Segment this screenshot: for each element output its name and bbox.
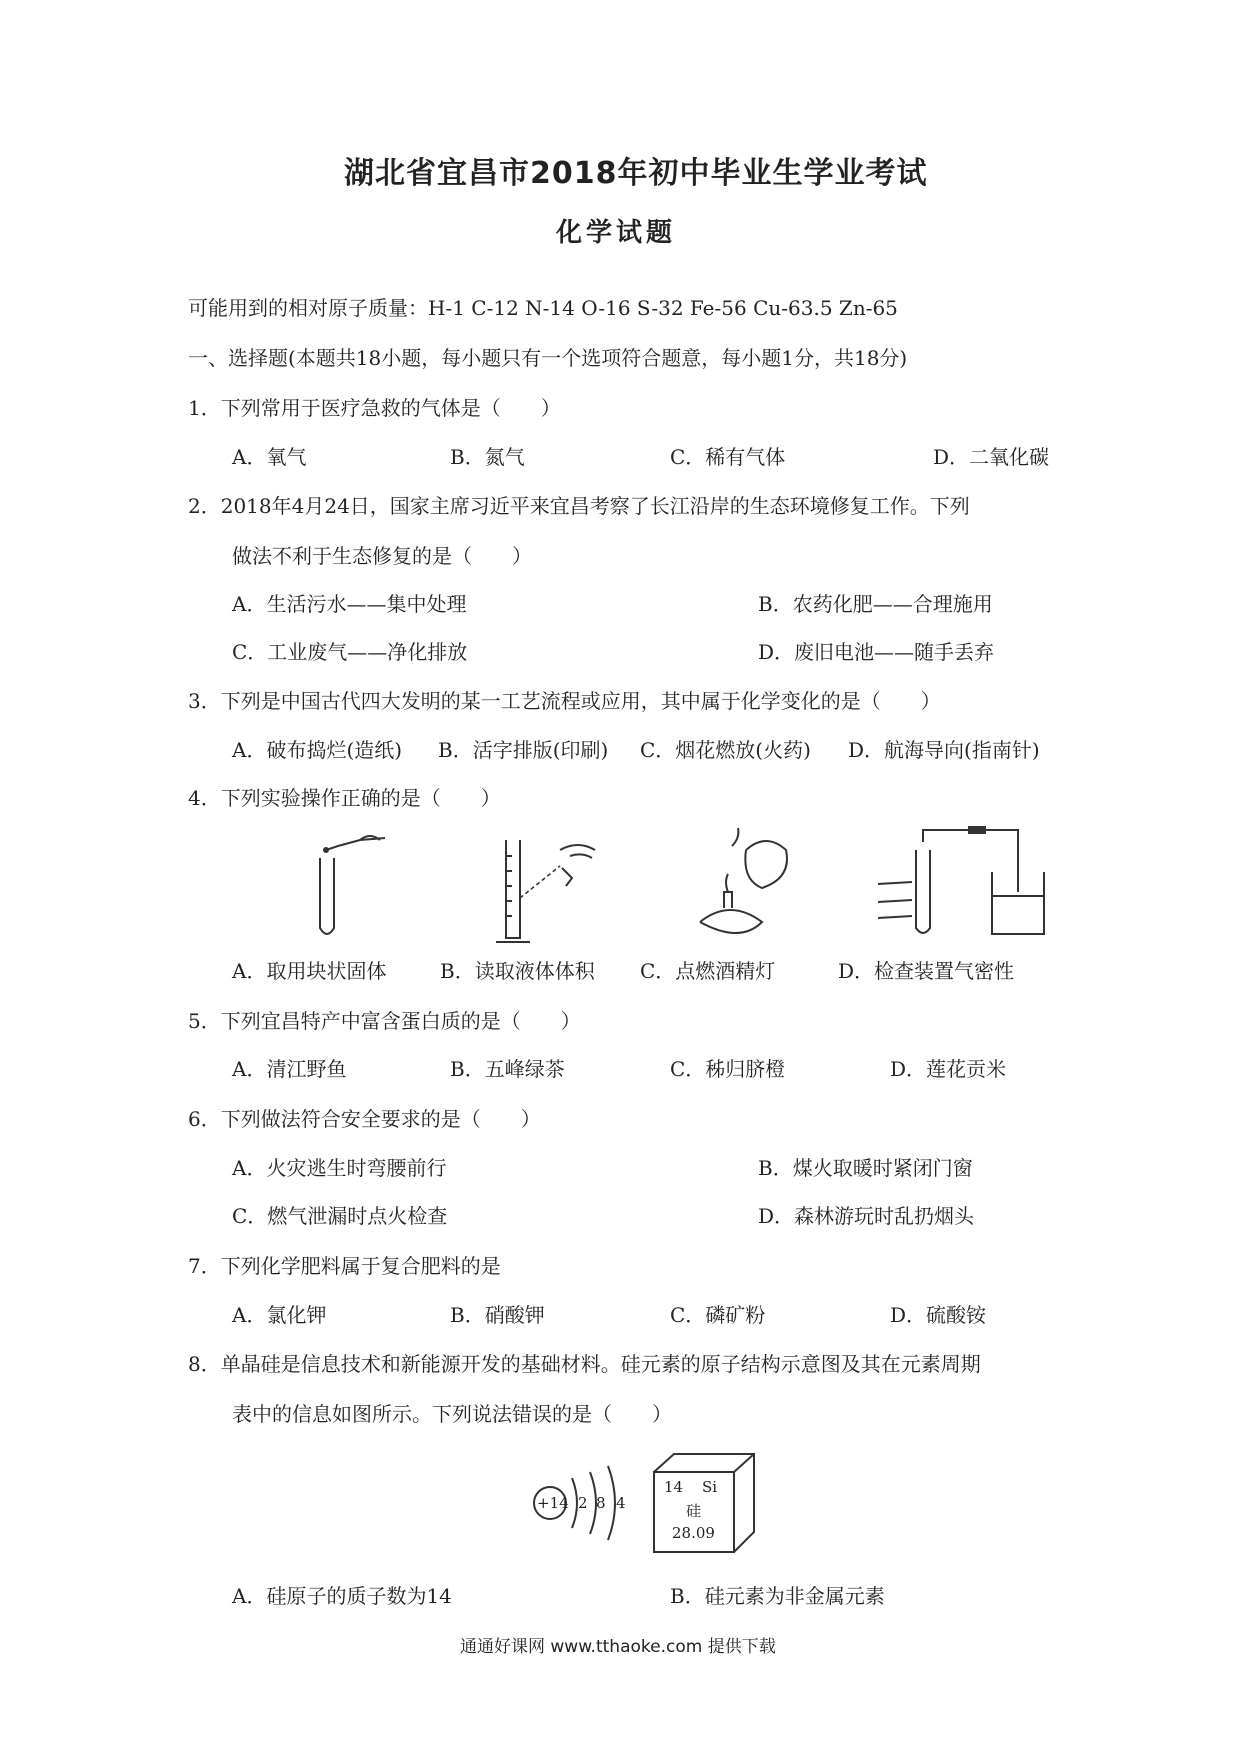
q8-option-b: B．硅元素为非金属元素 — [670, 1584, 885, 1608]
q7-option-d: D．硫酸铵 — [890, 1303, 987, 1327]
q6-option-c: C．燃气泄漏时点火检查 — [232, 1204, 448, 1228]
element-atomic-number: 14 — [664, 1478, 684, 1496]
q1-option-b: B．氮气 — [450, 445, 525, 469]
q3-option-d: D．航海导向(指南针) — [848, 738, 1040, 762]
atomic-masses: 可能用到的相对原子质量：H-1 C-12 N-14 O-16 S-32 Fe-56 Cu-63.5 Zn-65 — [188, 296, 898, 320]
element-symbol: Si — [702, 1478, 718, 1496]
exam-title: 湖北省宜昌市2018年初中毕业生学业考试 — [344, 156, 928, 191]
element-name: 硅 — [686, 1502, 702, 1520]
tube-solid-figure — [290, 828, 410, 948]
q6-option-b: B．煤火取暖时紧闭门窗 — [758, 1156, 973, 1180]
q7-stem: 7．下列化学肥料属于复合肥料的是 — [188, 1254, 501, 1278]
q5-option-a: A．清江野鱼 — [232, 1057, 347, 1081]
q8-stem-line1: 8．单晶硅是信息技术和新能源开发的基础材料。硅元素的原子结构示意图及其在元素周期 — [188, 1352, 981, 1376]
q3-option-b: B．活字排版(印刷) — [438, 738, 609, 762]
subject-title: 化学试题 — [556, 218, 677, 248]
q3-option-c: C．烟花燃放(火药) — [640, 738, 811, 762]
q4-option-b: B．读取液体体积 — [440, 959, 595, 983]
q8-option-a: A．硅原子的质子数为14 — [232, 1584, 452, 1608]
q2-stem-line2: 做法不利于生态修复的是（ ） — [232, 544, 532, 568]
q5-stem: 5．下列宜昌特产中富含蛋白质的是（ ） — [188, 1009, 581, 1033]
element-atomic-mass: 28.09 — [672, 1524, 715, 1542]
section-heading: 一、选择题(本题共18小题，每小题只有一个选项符合题意，每小题1分，共18分) — [188, 346, 908, 370]
q1-option-c: C．稀有气体 — [670, 445, 786, 469]
q4-stem: 4．下列实验操作正确的是（ ） — [188, 786, 501, 810]
silicon-atom-structure — [528, 1448, 638, 1558]
q8-stem-line2: 表中的信息如图所示。下列说法错误的是（ ） — [232, 1402, 672, 1426]
q6-option-d: D．森林游玩时乱扔烟头 — [758, 1204, 975, 1228]
q3-stem: 3．下列是中国古代四大发明的某一工艺流程或应用，其中属于化学变化的是（ ） — [188, 689, 941, 713]
q5-option-b: B．五峰绿茶 — [450, 1057, 565, 1081]
q4-option-d: D．检查装置气密性 — [838, 959, 1015, 983]
q2-option-b: B．农药化肥——合理施用 — [758, 592, 993, 616]
q4-option-a: A．取用块状固体 — [232, 959, 387, 983]
shell-2-electrons: 8 — [596, 1494, 606, 1512]
shell-1-electrons: 2 — [578, 1494, 588, 1512]
silicon-element-card — [650, 1448, 760, 1560]
shell-3-electrons: 4 — [616, 1494, 626, 1512]
q6-option-a: A．火灾逃生时弯腰前行 — [232, 1156, 447, 1180]
q4-option-c: C．点燃酒精灯 — [640, 959, 776, 983]
page-footer: 通通好课网 www.tthaoke.com 提供下载 — [460, 1637, 776, 1657]
q6-stem: 6．下列做法符合安全要求的是（ ） — [188, 1107, 541, 1131]
q5-option-d: D．莲花贡米 — [890, 1057, 1007, 1081]
lamp-lighting-figure — [680, 822, 810, 957]
q2-option-d: D．废旧电池——随手丢弃 — [758, 640, 995, 664]
q5-option-c: C．秭归脐橙 — [670, 1057, 786, 1081]
q2-option-c: C．工业废气——净化排放 — [232, 640, 468, 664]
q7-option-a: A．氯化钾 — [232, 1303, 327, 1327]
q3-option-a: A．破布捣烂(造纸) — [232, 738, 403, 762]
q1-option-a: A．氧气 — [232, 445, 307, 469]
q1-option-d: D．二氧化碳 — [933, 445, 1050, 469]
cylinder-reading-figure — [490, 826, 610, 956]
atom-nucleus-label: +14 — [537, 1494, 569, 1512]
q1-stem: 1．下列常用于医疗急救的气体是（ ） — [188, 396, 561, 420]
airtight-check-figure — [868, 822, 1053, 957]
q2-stem-line1: 2．2018年4月24日，国家主席习近平来宜昌考察了长江沿岸的生态环境修复工作。下列 — [188, 494, 970, 518]
q7-option-c: C．磷矿粉 — [670, 1303, 766, 1327]
q2-option-a: A．生活污水——集中处理 — [232, 592, 467, 616]
q7-option-b: B．硝酸钾 — [450, 1303, 545, 1327]
